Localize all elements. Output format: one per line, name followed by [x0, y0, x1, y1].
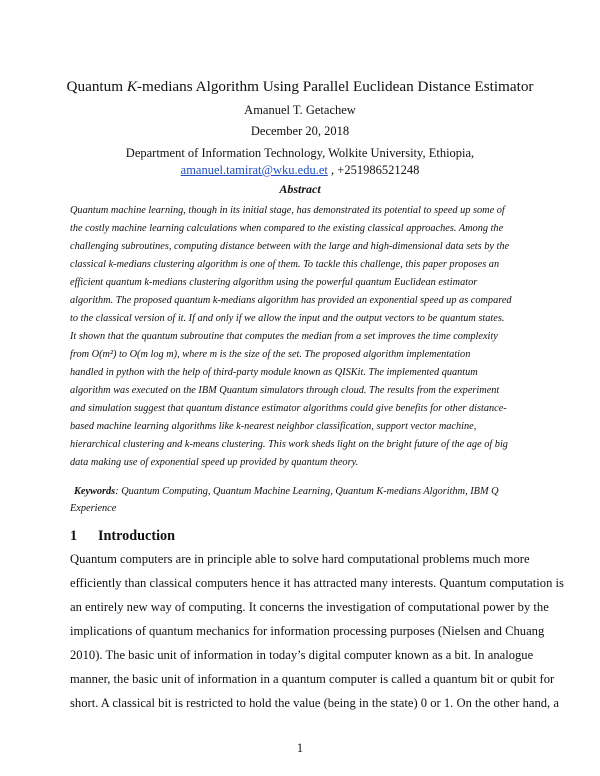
abstract-line: challenging subroutines, computing distance between with the large and high-dimensional data sets by the — [70, 241, 510, 252]
abstract-line: handled in python with the help of third-party module known as QISKit. The implemented quantum — [70, 367, 478, 378]
abstract-line: efficient quantum k-medians clustering algorithm using the powerful quantum Euclidean estimator — [70, 277, 478, 288]
abstract-line: and simulation suggest that quantum distance estimator algorithms could give benefits for other distance- — [70, 403, 507, 414]
keywords-list: : Quantum Computing, Quantum Machine Learning, Quantum K-medians Algorithm, IBM Q — [115, 486, 499, 497]
body-line: short. A classical bit is restricted to hold the value (being in the state) 0 or 1. On the other hand, a — [70, 696, 559, 710]
abstract-line: hierarchical clustering and k-means clustering. This work sheds light on the bright future of the age of big — [70, 439, 508, 450]
paper-date: December 20, 2018 — [250, 124, 350, 138]
title-suffix: -medians Algorithm Using Parallel Euclidean Distance Estimator — [137, 78, 534, 95]
abstract-heading: Abstract — [279, 182, 321, 196]
email-link[interactable]: amanuel.tamirat@wku.edu.et — [180, 163, 328, 177]
section-title: Introduction — [98, 528, 175, 544]
abstract-line: algorithm. The proposed quantum k-medians algorithm has provided an exponential speed up as compared — [70, 295, 512, 306]
affiliation: Department of Information Technology, Wolkite University, Ethiopia, — [125, 146, 475, 160]
author-name: Amanuel T. Getachew — [244, 103, 356, 117]
section-heading — [70, 528, 175, 545]
title-prefix: Quantum — [66, 78, 127, 95]
abstract-line: to the classical version of it. If and only if we allow the input and the output vectors to be quantum states. — [70, 313, 505, 324]
abstract-line: Quantum machine learning, though in its initial stage, has demonstrated its potential to speed up some of — [70, 205, 505, 216]
body-line: Quantum computers are in principle able to solve hard computational problems much more — [70, 552, 530, 566]
keywords-line — [74, 486, 499, 497]
abstract-line: the costly machine learning calculations when compared to the existing classical approaches. Among the — [70, 223, 504, 234]
abstract-line: It shown that the quantum subroutine that computes the median from a set improves the time complexity — [70, 331, 498, 342]
title-k: K — [126, 78, 137, 95]
abstract-line: algorithm was executed on the IBM Quantum simulators through cloud. The results from the experiment — [70, 385, 500, 396]
phone-number: , +251986521248 — [327, 163, 420, 177]
body-line: efficiently than classical computers hence it has attracted many interests. Quantum computation is — [70, 576, 564, 590]
keywords-label: Keywords — [74, 486, 116, 497]
keywords-continuation: Experience — [70, 503, 117, 514]
abstract-line: based machine learning algorithms like k-nearest neighbor classification, support vector machine, — [70, 421, 477, 432]
body-line: manner, the basic unit of information in a quantum computer is called a quantum bit or qubit for — [70, 672, 555, 686]
abstract-line: data making use of exponential speed up provided by quantum theory. — [70, 457, 359, 468]
paper-title — [0, 78, 600, 96]
body-line: an entirely new way of computing. It concerns the investigation of computational power by the — [70, 600, 549, 614]
abstract-line: classical k-medians clustering algorithm is one of them. To tackle this challenge, this paper proposes an — [70, 259, 500, 270]
section-number: 1 — [70, 528, 78, 544]
body-line: 2010). The basic unit of information in today’s digital computer known as a bit. In analogue — [70, 648, 534, 662]
body-line: implications of quantum mechanics for information processing purposes (Nielsen and Chuang — [70, 624, 545, 638]
contact-line — [0, 163, 600, 178]
page-number: 1 — [296, 741, 304, 755]
abstract-line: from O(m²) to O(m log m), where m is the size of the set. The proposed algorithm implementation — [70, 349, 471, 360]
